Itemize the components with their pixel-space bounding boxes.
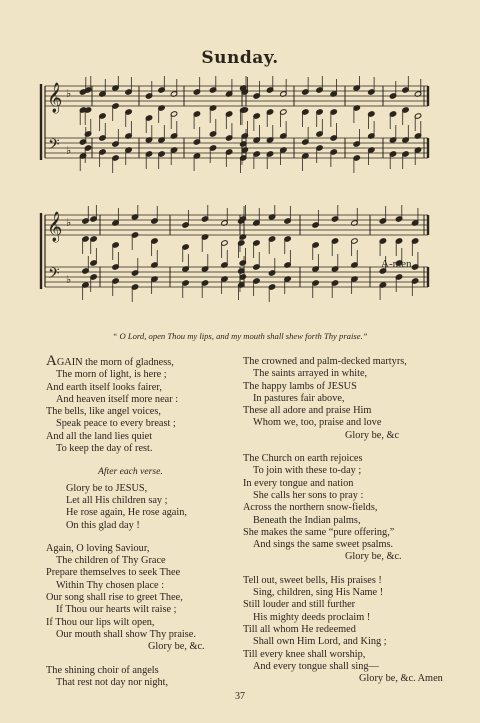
note (193, 127, 200, 145)
verse-line-text: Glory be, &c. (148, 641, 205, 653)
note (284, 276, 291, 294)
verse-line-text: Again, O loving Saviour, (46, 542, 150, 554)
flat-icon: ♭ (66, 87, 72, 100)
verse-line (46, 543, 242, 555)
note (389, 81, 396, 99)
note (266, 151, 273, 169)
verse-line-text: She calls her sons to pray : (253, 489, 364, 501)
note (414, 79, 421, 97)
note (268, 284, 275, 302)
verse-line (243, 356, 443, 368)
verse-line (243, 673, 443, 685)
note (312, 210, 319, 228)
note (268, 205, 275, 220)
verse-line-text: Glory be, &c. (345, 551, 402, 563)
note (82, 236, 89, 254)
verse-line-text: Till all whom He redeemed (243, 623, 356, 635)
note (312, 280, 319, 298)
note (112, 103, 119, 121)
note (280, 147, 287, 165)
note (316, 76, 323, 93)
note (368, 147, 375, 165)
verse-line (243, 381, 443, 393)
note (238, 240, 245, 258)
verse-line (243, 417, 443, 429)
verse-line-text: Tell out, sweet bells, His praises ! (243, 574, 382, 586)
note (402, 76, 409, 93)
verse-line (46, 677, 242, 689)
verse-line-text: If Thou our lips wilt open, (46, 616, 155, 628)
verse-line (46, 520, 242, 532)
note (353, 105, 360, 123)
verse-line (46, 369, 242, 381)
verse-line (243, 624, 443, 636)
drop-cap: A (46, 353, 57, 369)
note (131, 205, 138, 220)
verse-line (243, 649, 443, 661)
hymn-title: Sunday. (201, 48, 279, 68)
verse-line (243, 527, 443, 539)
note (158, 125, 165, 143)
note (240, 76, 247, 91)
verse-line (46, 592, 242, 604)
note (90, 205, 97, 222)
amen-label: A-men. (381, 258, 415, 270)
note (90, 274, 97, 292)
note (266, 109, 273, 127)
note (158, 151, 165, 169)
verse-line-text: The happy lambs of JESUS (243, 380, 357, 392)
verse-line (243, 393, 443, 405)
note (201, 205, 208, 222)
note (389, 151, 396, 169)
note (238, 282, 245, 300)
verse-line (243, 599, 443, 611)
note (112, 208, 119, 226)
verse-line-text: And every tongue shall sing— (253, 660, 379, 672)
verse-line (243, 430, 443, 442)
verse-line (243, 490, 443, 502)
note (170, 79, 177, 97)
note (266, 76, 273, 93)
note (353, 76, 360, 91)
verse-line-text: And earth itself looks fairer, (46, 381, 162, 393)
verse-line (46, 629, 242, 641)
note (201, 280, 208, 298)
right-column-verses (243, 356, 443, 685)
verse-line-text: Shall own Him Lord, and King ; (253, 636, 387, 648)
verse-line-text: GAIN the morn of gladness, (56, 357, 174, 368)
note (84, 145, 91, 163)
verse-line-text: Till every knee shall worship, (243, 648, 366, 660)
note (82, 256, 89, 274)
note (268, 236, 275, 254)
music-system-1 (0, 76, 480, 176)
note (411, 208, 418, 226)
verse-line-text: The morn of light, is here ; (56, 369, 167, 381)
verse-line (243, 368, 443, 380)
verse-line-text: The bells, like angel voices, (46, 406, 161, 418)
note (221, 208, 228, 226)
note (253, 81, 260, 99)
note (302, 109, 309, 127)
verse-line-text: The Church on earth rejoices (243, 453, 363, 465)
verse-line (46, 641, 242, 653)
note (330, 79, 337, 97)
note (145, 81, 152, 99)
verse-line-text: He rose again, He rose again, (66, 507, 187, 519)
note (331, 238, 338, 256)
note (253, 208, 260, 226)
verse-line (46, 394, 242, 406)
verse-line (46, 507, 242, 519)
note (182, 280, 189, 298)
verse-line (243, 465, 443, 477)
verse-line-text: His mighty deeds proclaim ! (253, 611, 371, 623)
verse-line-text: Glory be, &c. Amen (359, 673, 443, 685)
note (82, 282, 89, 300)
verse-line (243, 502, 443, 514)
verse-line-text: These all adore and praise Him (243, 405, 372, 417)
verse-line-text: Let all His children say ; (66, 494, 168, 506)
note (145, 151, 152, 169)
verse-line (46, 353, 242, 369)
verse-line-text: She makes the same “pure offering,” (243, 526, 395, 538)
note (151, 276, 158, 294)
note (353, 155, 360, 173)
note (158, 76, 165, 93)
verse-line (243, 661, 443, 673)
verse-line (46, 418, 242, 430)
bass-staff (45, 267, 428, 287)
verse-line (243, 478, 443, 490)
page-number: 37 (235, 691, 245, 702)
note (351, 276, 358, 294)
verse-line-text: The crowned and palm-decked martyrs, (243, 356, 407, 367)
refrain-heading: After each verse. (98, 466, 163, 478)
verse-line (243, 453, 443, 465)
note (225, 79, 232, 97)
verse-line-text: Speak peace to every breast ; (56, 418, 176, 430)
note (99, 79, 106, 97)
verse-line-text: In every tongue and nation (243, 477, 354, 489)
note (131, 284, 138, 302)
bass-clef-icon: 𝄢 (48, 265, 60, 286)
verse-line (243, 515, 443, 527)
note (302, 153, 309, 171)
verse-line (46, 406, 242, 418)
verse-line-text: Glory be, &c (345, 429, 400, 441)
note (351, 208, 358, 226)
note (331, 280, 338, 298)
note (379, 238, 386, 256)
note (379, 282, 386, 300)
note (240, 155, 247, 173)
verse-line-text: In pastures fair above, (253, 392, 345, 404)
verse-line-text: Beneath the Indian palms, (253, 514, 361, 526)
verse-line-text: Sing, children, sing His Name ! (253, 587, 384, 599)
verse-line (243, 587, 443, 599)
verse-line (243, 551, 443, 563)
verse-line (46, 567, 242, 579)
verse-line (46, 555, 242, 567)
verse-line (243, 612, 443, 624)
epigraph: “ O Lord, open Thou my lips, and my mouth shall shew forth Thy praise.” (112, 331, 368, 341)
note (316, 145, 323, 163)
note (170, 147, 177, 165)
verse-line (243, 636, 443, 648)
treble-clef-icon: 𝄞 (47, 212, 63, 242)
verse-line (46, 495, 242, 507)
verse-line-text: Prepare themselves to seek Thee (46, 567, 181, 579)
verse-line (46, 604, 242, 616)
flat-icon: ♭ (66, 273, 72, 286)
verse-line-text: And heaven itself more near : (56, 393, 179, 405)
verse-line (46, 665, 242, 677)
verse-line (46, 580, 242, 592)
left-column-verses (46, 353, 242, 689)
note (209, 76, 216, 93)
note (201, 254, 208, 272)
note (402, 151, 409, 169)
verse-line-text: Our song shall rise to greet Thee, (46, 592, 183, 604)
verse-line-text: Glory be to JESUS, (66, 482, 148, 494)
verse-line-text: Still louder and still further (243, 599, 356, 611)
verse-line-text: Whom we, too, praise and love (253, 417, 382, 429)
note (125, 147, 132, 165)
note (182, 210, 189, 228)
verse-line-text: The saints arrayed in white, (253, 368, 368, 380)
verse-line-text: The shining choir of angels (46, 664, 159, 676)
treble-staff (45, 215, 428, 235)
verse-line-text: And sings the same sweet psalms. (253, 539, 394, 551)
verse-line-text: That rest not day nor night, (56, 676, 169, 688)
note (112, 155, 119, 173)
note (131, 232, 138, 250)
verse-line-text: To join with these to-day ; (253, 465, 362, 477)
note (395, 205, 402, 222)
bass-clef-icon: 𝄢 (48, 136, 60, 157)
note (302, 127, 309, 145)
note (280, 79, 287, 97)
note (253, 151, 260, 169)
verse-line (46, 617, 242, 629)
note (209, 145, 216, 163)
note (201, 234, 208, 252)
verse-line (46, 443, 242, 455)
verse-line (243, 405, 443, 417)
verse-line-text: Within Thy chosen place : (56, 579, 165, 591)
note (239, 205, 246, 222)
note (158, 105, 165, 123)
note (395, 274, 402, 292)
note (193, 153, 200, 171)
flat-icon: ♭ (66, 144, 72, 157)
note (331, 254, 338, 272)
verse-line-text: The children of Thy Grace (56, 555, 166, 567)
note (193, 111, 200, 129)
note (402, 107, 409, 125)
verse-line (46, 431, 242, 443)
treble-clef-icon: 𝄞 (47, 83, 63, 113)
flat-icon: ♭ (66, 216, 72, 229)
verse-line (46, 483, 242, 495)
note (266, 125, 273, 143)
verse-line (46, 382, 242, 394)
note (112, 76, 119, 91)
verse-line (243, 575, 443, 587)
verse-line-text: Across the northern snow-fields, (243, 502, 378, 514)
verse-line-text: And all the land lies quiet (46, 430, 153, 442)
note (221, 276, 228, 294)
verse-line-text: If Thou our hearts wilt raise ; (56, 604, 177, 616)
verse-line-text: Our mouth shall show Thy praise. (56, 628, 196, 640)
verse-line (243, 539, 443, 551)
verse-line-text: On this glad day ! (66, 519, 140, 531)
note (331, 205, 338, 222)
note (402, 125, 409, 143)
note (414, 147, 421, 165)
verse-line-text: To keep the day of rest. (56, 443, 153, 455)
